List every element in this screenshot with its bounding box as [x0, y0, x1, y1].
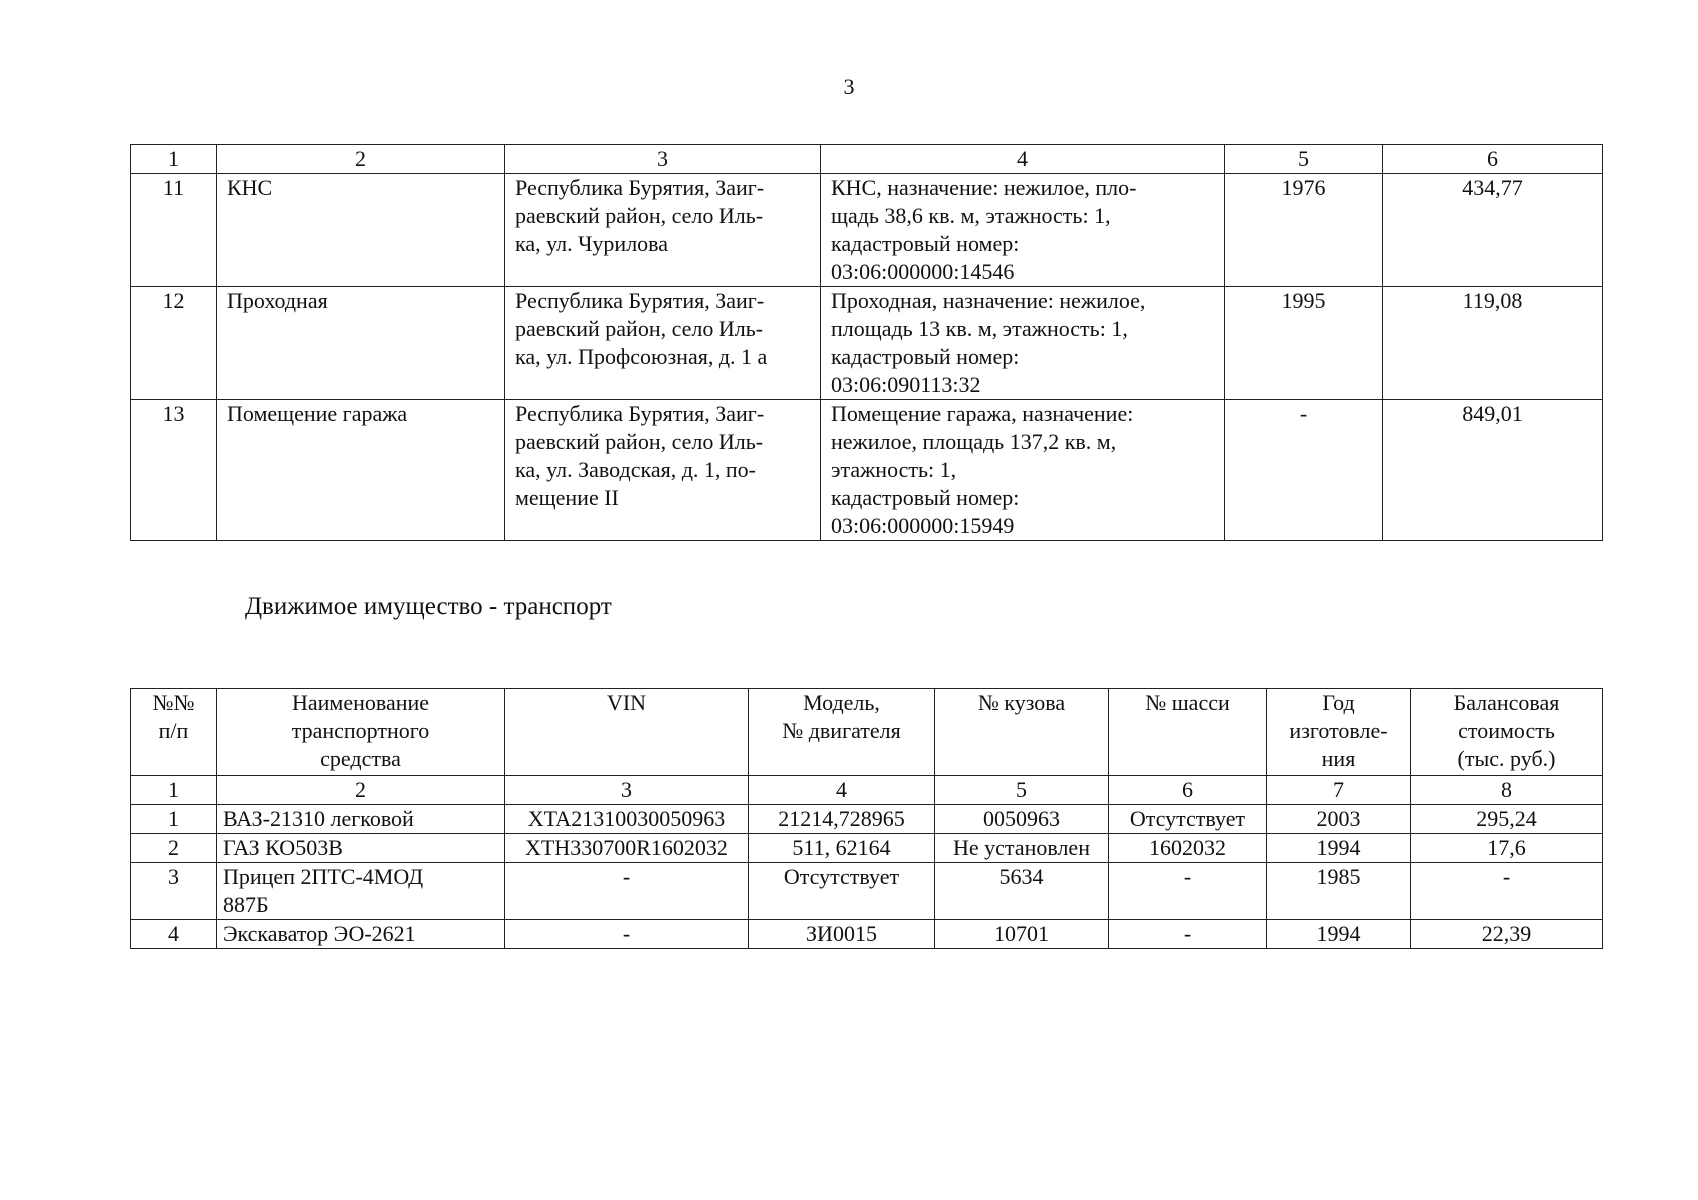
vehicle-name: ВАЗ-21310 легковой: [217, 805, 505, 834]
vehicle-body: 0050963: [935, 805, 1109, 834]
table-row: [131, 805, 1603, 834]
column-number: 3: [505, 776, 749, 805]
vehicle-value: 17,6: [1411, 834, 1603, 863]
column-header: Балансовая стоимость (тыс. руб.): [1411, 689, 1603, 776]
vehicle-vin: -: [505, 863, 749, 920]
object-name: КНС: [217, 174, 505, 287]
column-header: Модель, № двигателя: [749, 689, 935, 776]
vehicle-model: ЗИ0015: [749, 920, 935, 949]
object-description: Помещение гаража, назначение: нежилое, площадь 137,2 кв. м, этажность: 1, кадастровый номер: 03:06:000000:15949: [821, 400, 1225, 541]
object-description: Проходная, назначение: нежилое, площадь 13 кв. м, этажность: 1, кадастровый номер: 03:06:090113:32: [821, 287, 1225, 400]
object-name: Проходная: [217, 287, 505, 400]
vehicle-value: -: [1411, 863, 1603, 920]
object-description: КНС, назначение: нежилое, пло- щадь 38,6 кв. м, этажность: 1, кадастровый номер: 03:06:000000:14546: [821, 174, 1225, 287]
column-header: Наименование транспортного средства: [217, 689, 505, 776]
vehicle-vin: XTA21310030050963: [505, 805, 749, 834]
object-value: 849,01: [1383, 400, 1603, 541]
column-number: 2: [217, 776, 505, 805]
column-number: 4: [749, 776, 935, 805]
object-year: 1995: [1225, 287, 1383, 400]
vehicle-body: 10701: [935, 920, 1109, 949]
vehicle-chassis: -: [1109, 920, 1267, 949]
object-address: Республика Бурятия, Заиг- раевский район, село Иль- ка, ул. Заводская, д. 1, по- мещение II: [505, 400, 821, 541]
vehicle-model: 511, 62164: [749, 834, 935, 863]
column-number: 8: [1411, 776, 1603, 805]
vehicle-year: 1994: [1267, 834, 1411, 863]
vehicle-body: 5634: [935, 863, 1109, 920]
table-row: [131, 400, 1603, 541]
column-header: №№ п/п: [131, 689, 217, 776]
vehicle-value: 295,24: [1411, 805, 1603, 834]
object-address: Республика Бурятия, Заиг- раевский район, село Иль- ка, ул. Чурилова: [505, 174, 821, 287]
column-number: 5: [935, 776, 1109, 805]
column-header: Год изготовле- ния: [1267, 689, 1411, 776]
vehicle-value: 22,39: [1411, 920, 1603, 949]
vehicle-year: 1994: [1267, 920, 1411, 949]
column-number: 6: [1109, 776, 1267, 805]
row-number: 2: [131, 834, 217, 863]
table-row: [131, 834, 1603, 863]
object-value: 119,08: [1383, 287, 1603, 400]
page-number: 3: [843, 74, 855, 99]
realty-table-header: [131, 145, 1603, 174]
row-number: 13: [131, 400, 217, 541]
transport-table: [130, 688, 1603, 949]
column-number: 4: [821, 145, 1225, 174]
vehicle-name: Прицеп 2ПТС-4МОД 887Б: [217, 863, 505, 920]
row-number: 11: [131, 174, 217, 287]
object-name: Помещение гаража: [217, 400, 505, 541]
object-address: Республика Бурятия, Заиг- раевский район, село Иль- ка, ул. Профсоюзная, д. 1 а: [505, 287, 821, 400]
column-header: VIN: [505, 689, 749, 776]
vehicle-chassis: -: [1109, 863, 1267, 920]
vehicle-body: Не установлен: [935, 834, 1109, 863]
column-number: 7: [1267, 776, 1411, 805]
vehicle-name: Экскаватор ЭО-2621: [217, 920, 505, 949]
vehicle-chassis: 1602032: [1109, 834, 1267, 863]
vehicle-model: Отсутствует: [749, 863, 935, 920]
row-number: 4: [131, 920, 217, 949]
column-header: № кузова: [935, 689, 1109, 776]
column-number: 1: [131, 145, 217, 174]
vehicle-model: 21214,728965: [749, 805, 935, 834]
vehicle-year: 1985: [1267, 863, 1411, 920]
table-row: [131, 174, 1603, 287]
column-number: 1: [131, 776, 217, 805]
table-row: [131, 287, 1603, 400]
column-number: 3: [505, 145, 821, 174]
realty-table: [130, 144, 1603, 541]
object-year: -: [1225, 400, 1383, 541]
row-number: 3: [131, 863, 217, 920]
object-value: 434,77: [1383, 174, 1603, 287]
transport-table-header: [131, 689, 1603, 776]
column-number: 6: [1383, 145, 1603, 174]
vehicle-year: 2003: [1267, 805, 1411, 834]
section-heading: Движимое имущество - транспорт: [245, 593, 612, 620]
vehicle-chassis: Отсутствует: [1109, 805, 1267, 834]
vehicle-vin: XTH330700R1602032: [505, 834, 749, 863]
table-row: [131, 863, 1603, 920]
column-number: 5: [1225, 145, 1383, 174]
vehicle-name: ГАЗ КО503В: [217, 834, 505, 863]
object-year: 1976: [1225, 174, 1383, 287]
table-row: [131, 920, 1603, 949]
vehicle-vin: -: [505, 920, 749, 949]
row-number: 1: [131, 805, 217, 834]
column-numbers-row: [131, 776, 1603, 805]
column-number: 2: [217, 145, 505, 174]
column-header: № шасси: [1109, 689, 1267, 776]
row-number: 12: [131, 287, 217, 400]
